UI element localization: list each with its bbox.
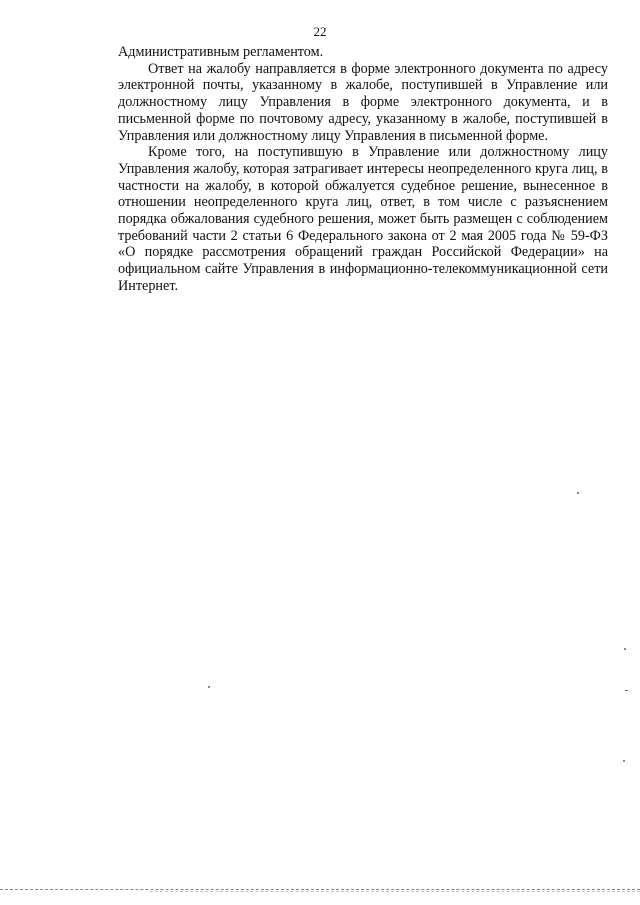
paragraph-public-response: Кроме того, на поступившую в Управление или должностному лицу Управления жалобу, которая затрагивает интересы неопределенного круга лиц, в частности на жалобу, в которой обжалуется судебное решение, вынесенное в отношении неопределенного круга лиц, ответ, в том числе с разъяснением порядка обжалования судебного решения, может быть размещен с соблюдением требований части 2 статьи 6 Федерального закона от 2 мая 2005 года № 59-ФЗ «О порядке рассмотрения обращений граждан Российской Федерации» на официальном сайте Управления в информационно-телекоммуникационной сети Интернет. [118, 144, 608, 294]
scan-artifact-dot [624, 648, 626, 650]
scan-artifact-line [625, 690, 628, 691]
document-body [118, 44, 608, 295]
scan-artifact-footer-line [150, 891, 640, 894]
scan-artifact-dot [623, 760, 625, 762]
paragraph-response-form: Ответ на жалобу направляется в форме электронного документа по адресу электронной почты, указанному в жалобе, поступившей в Управление или должностному лицу Управления в форме электронного документа, и в письменной форме по почтовому адресу, указанному в жалобе, поступившей в Управления или должностному лицу Управления в письменной форме. [118, 60, 608, 144]
scan-artifact-dot [577, 492, 579, 494]
paragraph-continuation: Административным регламентом. [118, 44, 324, 60]
scan-artifact-dot [208, 686, 210, 688]
page-number: 22 [313, 24, 327, 39]
